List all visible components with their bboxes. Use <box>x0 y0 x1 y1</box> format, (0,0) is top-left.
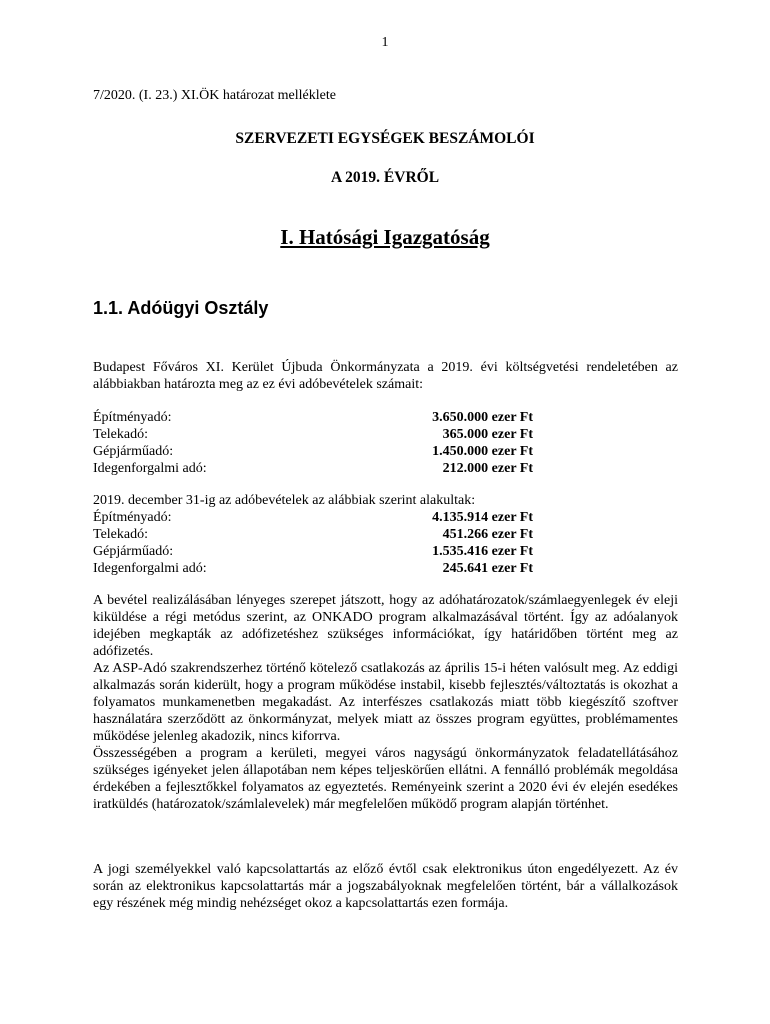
intro-text: Budapest Főváros XI. Kerület Újbuda Önkormányzata a 2019. évi költségvetési rendeletében az alábbiakban határozta meg az ez évi adóbevételek számait: <box>93 360 678 392</box>
tax-label: Építményadó: <box>93 410 172 425</box>
actual-intro: 2019. december 31-ig az adóbevételek az alábbiak szerint alakultak: <box>93 493 476 508</box>
page-number: 1 <box>381 35 389 50</box>
actual-tax-table <box>93 509 533 577</box>
body-paragraph: A bevétel realizálásában lényeges szerepet játszott, hogy az adóhatározatok/számlaegyenlegek év eleji kiküldése a régi metódus szerint, az ONKADO program alkalmazásával történt. Így az adóalanyok idejében megkapták az adófizetéshez szükséges információkat, így határidőben történt meg az adófizetés. <box>93 593 678 659</box>
tax-value: 245.641 ezer Ft <box>442 561 533 576</box>
tax-row <box>93 543 533 560</box>
tax-label: Idegenforgalmi adó: <box>93 461 207 476</box>
tax-value: 365.000 ezer Ft <box>442 427 533 442</box>
tax-row <box>93 443 533 460</box>
tax-row <box>93 560 533 577</box>
subsection-heading: 1.1. Adóügyi Osztály <box>93 298 269 318</box>
resolution-reference: 7/2020. (I. 23.) XI.ÖK határozat melléklete <box>93 88 336 103</box>
section-heading: I. Hatósági Igazgatóság <box>280 225 490 249</box>
tax-value: 212.000 ezer Ft <box>442 461 533 476</box>
body-paragraph: Az ASP-Adó szakrendszerhez történő kötelező csatlakozás az április 15-i héten valósult meg. Az eddigi alkalmazás során kiderült, hogy a program működése instabil, kisebb fejlesztés/változtatás is okozhat a folyamatos munkamenetben megakadást. Az interfészes csatlakozás miatt több kiegészítő szoftver használatára szerződött az önkormányzat, melyek miatt az összes program együttes, problémamentes működése jelenleg akadozik, nincs kiforrva. <box>93 661 678 744</box>
tax-row <box>93 460 533 477</box>
final-paragraph <box>93 861 678 912</box>
tax-value: 1.450.000 ezer Ft <box>432 444 533 459</box>
intro-paragraph <box>93 359 678 393</box>
document-title: SZERVEZETI EGYSÉGEK BESZÁMOLÓI <box>235 130 535 147</box>
tax-value: 1.535.416 ezer Ft <box>432 544 533 559</box>
document-subtitle: A 2019. ÉVRŐL <box>330 169 440 186</box>
planned-tax-table <box>93 409 533 477</box>
tax-label: Gépjárműadó: <box>93 444 174 459</box>
tax-label: Telekadó: <box>93 527 148 542</box>
tax-row <box>93 409 533 426</box>
final-text: A jogi személyekkel való kapcsolattartás az előző évtől csak elektronikus úton engedélyezett. Az év során az elektronikus kapcsolattartás már a jogszabályoknak megfelelően történt, bár a vállalkozások egy részének még mindig nehézséget okoz a kapcsolattartás ezen formája. <box>93 862 678 911</box>
tax-label: Építményadó: <box>93 510 172 525</box>
body-text <box>93 592 678 813</box>
tax-row <box>93 509 533 526</box>
tax-value: 451.266 ezer Ft <box>442 527 533 542</box>
tax-label: Idegenforgalmi adó: <box>93 561 207 576</box>
tax-label: Gépjárműadó: <box>93 544 174 559</box>
tax-value: 3.650.000 ezer Ft <box>432 410 533 425</box>
body-paragraph: Összességében a program a kerületi, megyei város nagyságú önkormányzatok feladatellátásához szükséges igényeket jelen állapotában nem képes teljeskörűen ellátni. A fennálló problémák megoldása érdekében a fejlesztőkkel folyamatos az egyeztetés. Reményeink szerint a 2020 évi év elején esedékes iratküldés (határozatok/számlalevelek) már megfelelően működő program alapján történhet. <box>93 746 678 812</box>
tax-value: 4.135.914 ezer Ft <box>432 510 533 525</box>
tax-row <box>93 526 533 543</box>
tax-row <box>93 426 533 443</box>
tax-label: Telekadó: <box>93 427 148 442</box>
